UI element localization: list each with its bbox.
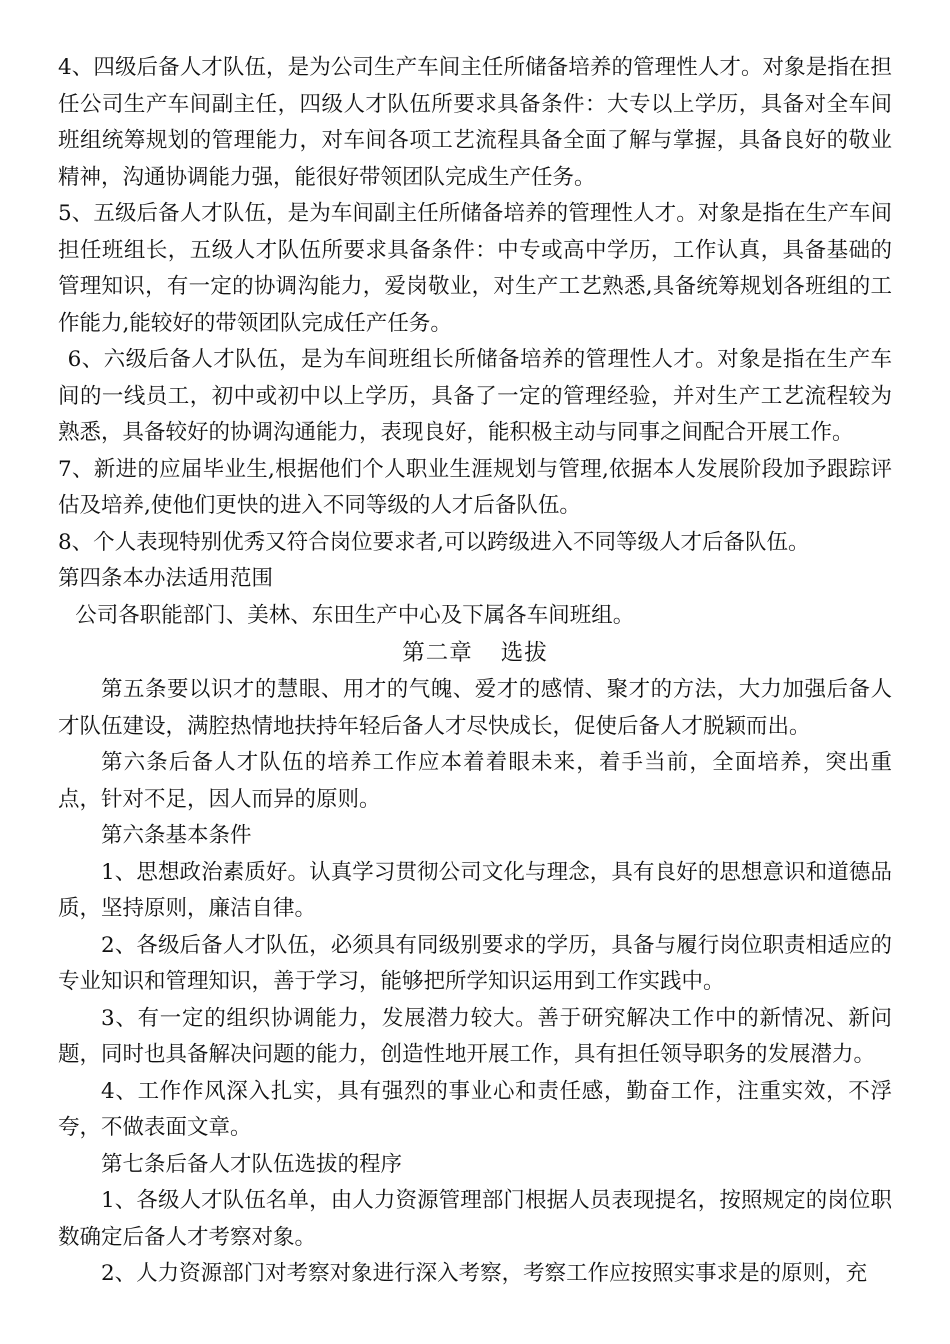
chapter-title — [58, 634, 892, 672]
condition-item: 2、各级后备人才队伍，必须具有同级别要求的学历，具备与履行岗位职责相适应的专业知识和管理知识，善于学习，能够把所学知识运用到工作实践中。 — [58, 932, 892, 994]
chapter-name: 选拔 — [500, 640, 548, 666]
condition-item: 4、工作作风深入扎实，具有强烈的事业心和责任感，勤奋工作，注重实效，不浮夸，不做表面文章。 — [58, 1078, 892, 1140]
condition-item: 3、有一定的组织协调能力，发展潜力较大。善于研究解决工作中的新情况、新问题，同时也具备解决问题的能力，创造性地开展工作，具有担任领导职务的发展潜力。 — [58, 1005, 892, 1067]
article4-heading: 第四条本办法适用范围 — [58, 566, 274, 591]
article5-paragraph: 第五条要以识才的慧眼、用才的气魄、爱才的感情、聚才的方法，大力加强后备人才队伍建设，满腔热情地扶持年轻后备人才尽快成长，促使后备人才脱颖而出。 — [58, 677, 892, 739]
paragraph-level6-reserve: 6、六级后备人才队伍，是为车间班组长所储备培养的管理性人才。对象是指在生产车间的一线员工，初中或初中以上学历，具备了一定的管理经验，并对生产工艺流程较为熟悉，具备较好的协调沟通能力，表现良好，能积极主动与同事之间配合开展工作。 — [58, 347, 892, 445]
article6-paragraph: 第六条后备人才队伍的培养工作应本着着眼未来，着手当前，全面培养，突出重点，针对不足，因人而异的原则。 — [58, 750, 892, 812]
paragraph-new-graduates: 7、新进的应届毕业生,根据他们个人职业生涯规划与管理,依据本人发展阶段加予跟踪评估及培养,使他们更快的进入不同等级的人才后备队伍。 — [58, 456, 892, 518]
article7-heading: 第七条后备人才队伍选拔的程序 — [101, 1151, 403, 1177]
procedure-item: 2、人力资源部门对考察对象进行深入考察，考察工作应按照实事求是的原则，充 — [101, 1261, 868, 1286]
article6-basic-conditions-heading: 第六条基本条件 — [101, 823, 252, 848]
condition-item: 1、思想政治素质好。认真学习贯彻公司文化与理念，具有良好的思想意识和道德品质，坚持原则，廉洁自律。 — [58, 859, 892, 921]
procedure-item: 1、各级人才队伍名单，由人力资源管理部门根据人员表现提名，按照规定的岗位职数确定后备人才考察对象。 — [58, 1188, 892, 1250]
article4-body: 公司各职能部门、美林、东田生产中心及下属各车间班组。 — [75, 602, 635, 628]
paragraph-level5-reserve: 5、五级后备人才队伍，是为车间副主任所储备培养的管理性人才。对象是指在生产车间担任班组长，五级人才队伍所要求具备条件：中专或高中学历，工作认真，具备基础的管理知识，有一定的协调沟能力，爱岗敬业，对生产工艺熟悉,具备统筹规划各班组的工作能力,能较好的带领团队完成任产任务。 — [58, 201, 892, 336]
paragraph-level4-reserve: 4、四级后备人才队伍，是为公司生产车间主任所储备培养的管理性人才。对象是指在担任公司生产车间副主任，四级人才队伍所要求具备条件：大专以上学历，具备对全车间班组统筹规划的管理能力，对车间各项工艺流程具备全面了解与掌握，具备良好的敬业精神，沟通协调能力强，能很好带领团队完成生产任务。 — [58, 55, 892, 190]
paragraph-outstanding-individuals: 8、个人表现特别优秀又符合岗位要求者,可以跨级进入不同等级人才后备队伍。 — [58, 529, 810, 555]
chapter-number: 第二章 — [402, 640, 473, 666]
document-body — [58, 50, 892, 1293]
